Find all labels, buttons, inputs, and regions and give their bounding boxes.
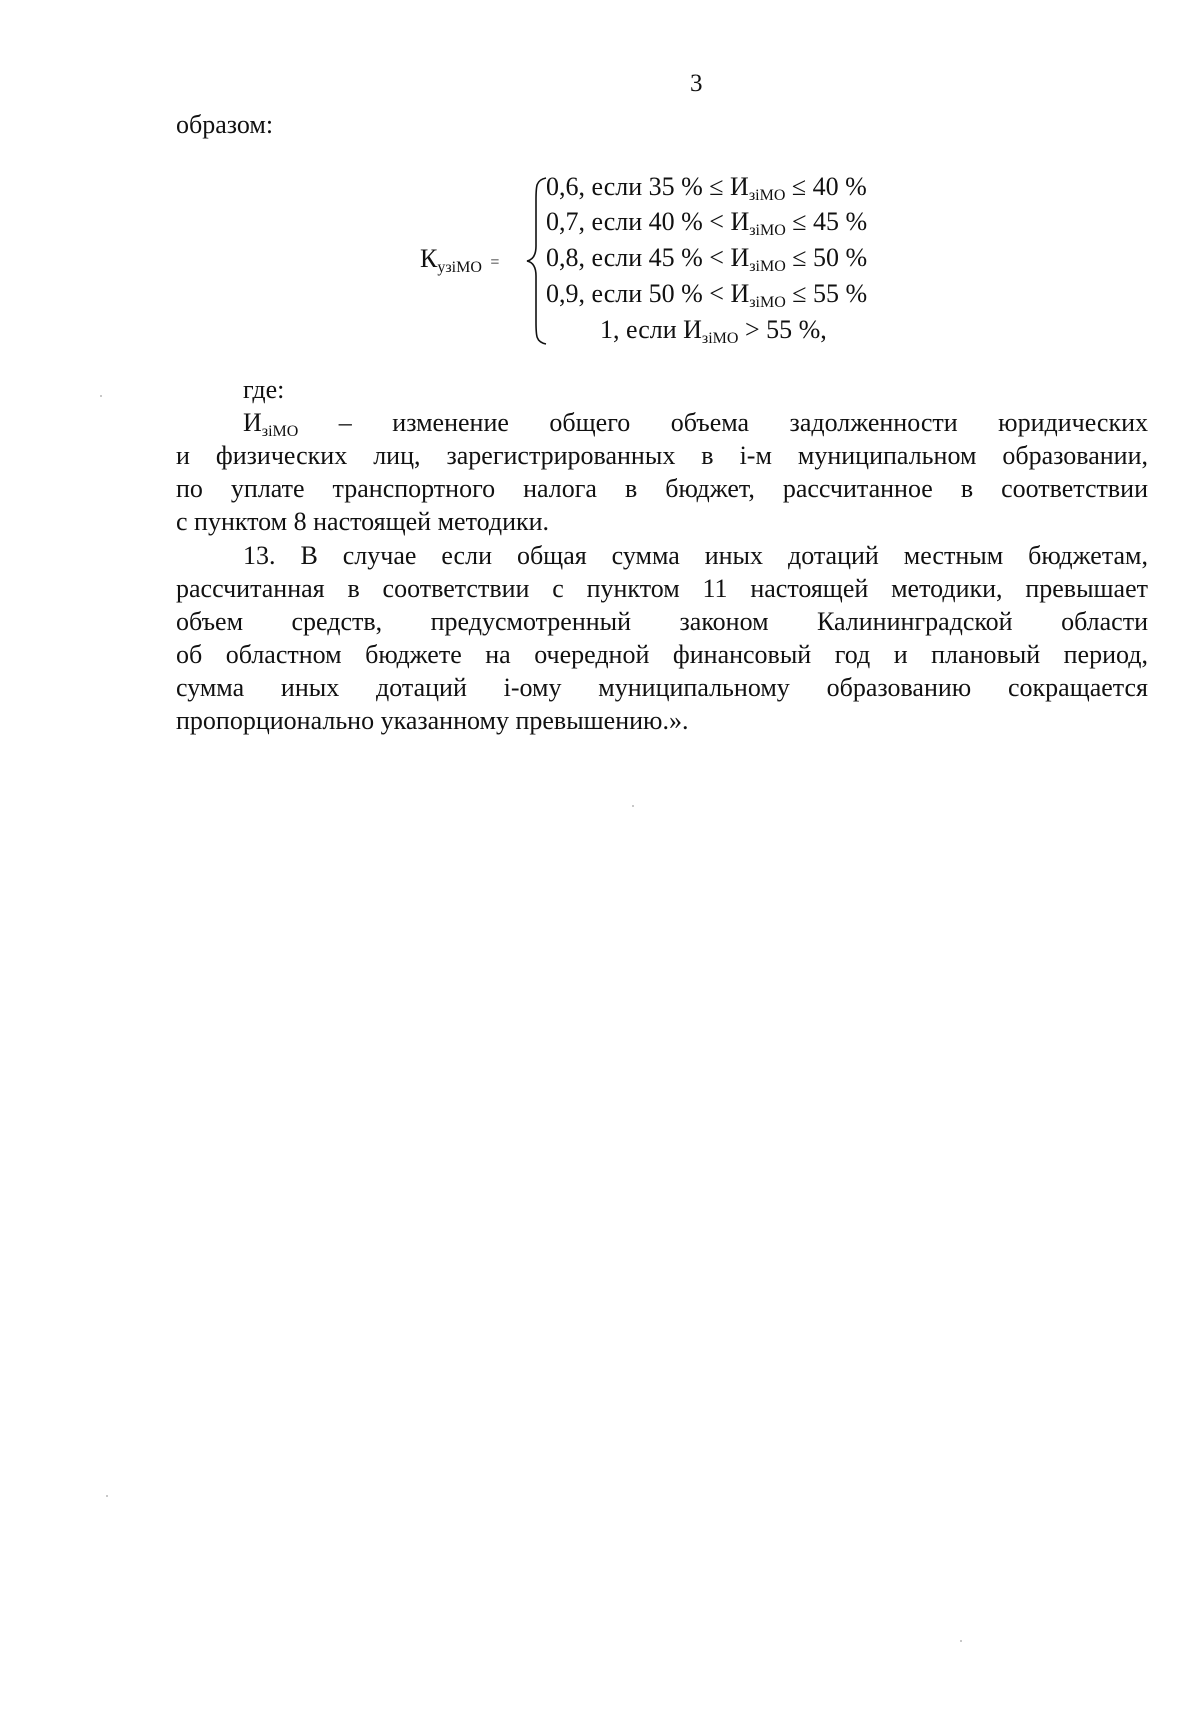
definition-paragraph	[176, 406, 1148, 538]
intro-word: образом:	[176, 110, 274, 139]
case-bound: ≤ 45 %	[785, 207, 868, 236]
formula-case-5	[600, 315, 827, 345]
definition-line-1	[176, 406, 1148, 439]
case-bound: > 55 %,	[738, 315, 827, 344]
paragraph-13-line: сумма иных дотаций i-ому муниципальному образованию сокращается	[176, 673, 1148, 702]
case-condition: 0,6, если 35 % ≤ И	[546, 172, 749, 201]
definition-symbol-subscript: зiМО	[261, 423, 299, 440]
case-subscript: зiМО	[749, 258, 786, 275]
case-condition: 0,9, если 50 % < И	[546, 279, 750, 308]
definition-line: и физических лиц, зарегистрированных в i-м муниципальном образовании,	[176, 441, 1148, 470]
formula-case-4	[546, 279, 867, 309]
formula-lhs-symbol: К	[420, 244, 438, 273]
definition-line: по уплате транспортного налога в бюджет, рассчитанное в соответствии	[176, 474, 1148, 503]
case-bound: ≤ 55 %	[785, 279, 868, 308]
formula-case-3	[546, 243, 867, 273]
case-condition: 0,8, если 45 % < И	[546, 243, 750, 272]
case-subscript: зiМО	[749, 222, 786, 239]
formula-lhs-subscript: узiМО	[437, 259, 482, 276]
scan-speck	[106, 1495, 108, 1497]
definition-line: с пунктом 8 настоящей методики.	[176, 507, 550, 536]
definition-text: – изменение общего объема задолженности юридических	[298, 408, 1148, 437]
paragraph-13-line: об областном бюджете на очередной финансовый год и плановый период,	[176, 640, 1148, 669]
case-condition: 1, если И	[600, 315, 702, 344]
definition-symbol: И	[243, 408, 262, 437]
case-condition: 0,7, если 40 % < И	[546, 207, 750, 236]
scan-speck	[960, 1640, 962, 1642]
where-label: где:	[243, 375, 285, 404]
formula-case-1	[546, 172, 867, 202]
scan-speck	[100, 395, 102, 397]
case-bound: ≤ 40 %	[785, 172, 867, 201]
formula-case-2	[546, 207, 867, 237]
paragraph-13-line: пропорционально указанному превышению.».	[176, 706, 689, 735]
case-subscript: зiМО	[748, 187, 786, 204]
case-subscript: зiМО	[749, 294, 786, 311]
page-number: 3	[690, 70, 703, 97]
paragraph-13	[176, 539, 1148, 737]
paragraph-13-line: рассчитанная в соответствии с пунктом 11 настоящей методики, превышает	[176, 574, 1148, 603]
case-subscript: зiМО	[701, 330, 739, 347]
formula-equals: =	[490, 254, 500, 271]
paragraph-13-line: объем средств, предусмотренный законом Калининградской области	[176, 607, 1148, 636]
case-bound: ≤ 50 %	[785, 243, 868, 272]
paragraph-13-line: 13. В случае если общая сумма иных дотаций местным бюджетам,	[243, 541, 1148, 570]
scan-speck	[632, 805, 634, 807]
formula-lhs	[420, 244, 499, 274]
